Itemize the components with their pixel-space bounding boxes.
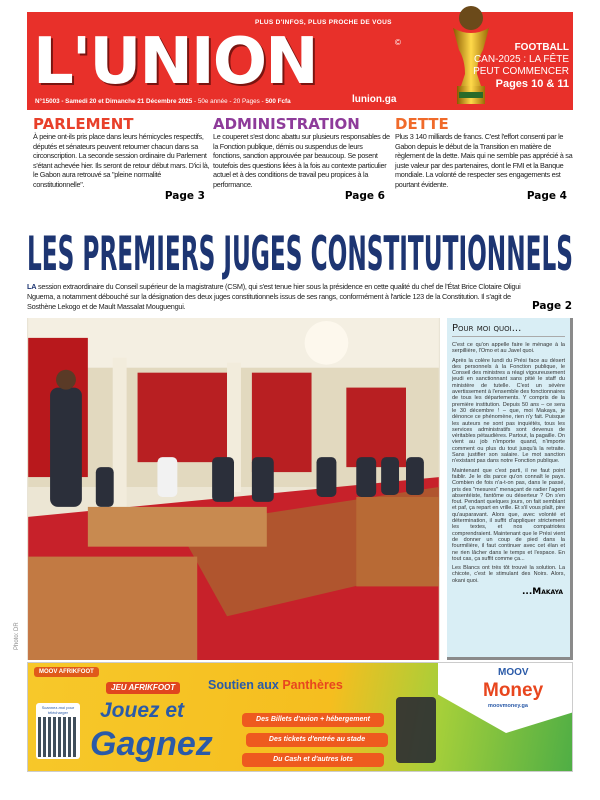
teaser-page: Page 6	[344, 189, 385, 202]
ad-game: JEU AFRIKFOOT	[106, 682, 180, 694]
column-paragraph: Les Blancs ont très tôt trouvé la solution. La chicote, c'est le stimulant des Noirs. Alors, okani quoi.	[452, 565, 565, 584]
teaser-parlement[interactable]	[33, 116, 211, 202]
money-site[interactable]: moovmoney.ga	[488, 703, 528, 709]
ad-headline-1: Jouez et	[100, 699, 185, 722]
editorial-column	[447, 318, 573, 660]
money-brand-2: Money	[483, 680, 544, 701]
teaser-text: Le couperet s'est donc abattu sur plusieurs responsables de la Fonction publique, démis ou suspendus de leurs fonctions, sanction approuvée par beaucoup. Se posent toutefois des questions liées à la fois au contexte particulier actuel et à des conditions de travail peu propices à la performance.	[213, 132, 390, 189]
teaser-page: Page 4	[526, 189, 567, 202]
ad-prize-3: Du Cash et d'autres lots	[242, 753, 384, 767]
issue-info	[35, 98, 291, 105]
teaser-title: PARLEMENT	[33, 115, 134, 133]
qr-icon	[38, 717, 78, 757]
column-paragraph: C'est ce qu'on appelle faire le ménage à la serpillière, l'Omo et au Javel quoi.	[452, 342, 565, 355]
photo-credit: Photo: DR	[14, 622, 20, 650]
teaser-text: À peine ont-ils pris place dans leurs hémicycles respectifs, députés et sénateurs peuvent retourner chacun dans sa circonscription. La seconde session ordinaire du Parlement s'étant achevée hier. Ils seront de retour début mars. D'ici là, le Gabon aura retrouvé sa "pleine normalité constitutionnelle".	[33, 132, 210, 189]
masthead	[27, 12, 573, 110]
promo-pages: Pages 10 & 11	[495, 78, 569, 90]
logo: L'UNION	[33, 25, 317, 99]
promo-text: CAN-2025 : LA FÊTE PEUT COMMENCER	[473, 54, 569, 77]
lede	[27, 282, 527, 312]
lede-text: session extraordinaire du Conseil supérieur de la magistrature (CSM), qui s'est tenue hier sous la présidence en cette qualité du chef de l'État Brice Clotaire Oligui Nguema, a notamment débouché sur la désignation des deux juges constitutionnels issus de ses rangs, conformément à l'article 123 de la Constitution. Il s'agit de Sosthène Lekogo et de Mault Massalat Mouguengui.	[27, 282, 521, 311]
ad-prize-2: Des tickets d'entrée au stade	[246, 733, 388, 747]
column-title: Pour moi quoi...	[452, 323, 565, 337]
ad-tagline-a: Soutien aux	[208, 678, 283, 692]
teaser-administration[interactable]	[213, 116, 391, 202]
teaser-title: ADMINISTRATION	[213, 115, 360, 133]
main-headline[interactable]	[27, 220, 573, 280]
issue-extra: - 50e année - 20 Pages -	[192, 98, 266, 105]
advertisement[interactable]	[27, 662, 573, 772]
lede-lead: LA	[27, 282, 37, 291]
teaser-dette[interactable]	[395, 116, 573, 202]
issue-number: N°15003 - Samedi 20 et Dimanche 21 Décembre 2025	[35, 98, 193, 105]
teaser-title: DETTE	[395, 115, 449, 133]
main-photo	[27, 318, 440, 660]
ad-brand: MOOV AFRIKFOOT	[34, 667, 99, 677]
column-paragraph: Après la colère lundi du Prési face au désert des personnels à la Fonction publique, le Conseil des ministres a réagi vigoureusement jeudi en sanctionnant sans pitié le staff du ministère de tutelle. C'est un sévère avertissement à l'ensemble des fonctionnaires de tous les départements. Y compris de la première institution. Depuis 50 ans – ce sera le 30 décembre ! – que, moi Makaya, je dénonce ce phénomène, rien n'y fait. Puisque les auteurs ne sont pas inquiétés, tous les services administratifs sont devenus de véritables pétaudières. Partout, la pagaille. On vient au job n'importe quand, n'importe comment ou plus du tout jusqu'à la retraite. Sans justifier son salaire. Le mot sanction n'existant pas dans notre Fonction publique.	[452, 357, 565, 465]
promo-section: FOOTBALL	[514, 42, 569, 53]
column-paragraph: Maintenant que c'est parti, il ne faut point faiblir. Je le dis parce qu'on connaît le pays. Combien de fois n'a-t-on pas, dans le passé, pris des "mesures" menaçant de radier l'agent absentéiste, fantôme ou déserteur ? On s'en fout. Pendant quelques jours, on fait semblant et paf, ça repart en vrille. Et s'il vous plaît, pire qu'auparavant. Alors que, avec volonté et détermination, il suffit d'appliquer strictement les textes, et nos compatriotes comprendraient. Maintenant que le Prési vient de donner un coup de pied dans la fourmilière, il faut continuer avec cet élan et ne rien lâcher dans le temps et l'espace. En tout cas, ça suffit comme ça...	[452, 467, 565, 562]
column-signature: ...Makaya	[522, 586, 563, 597]
ad-prize-1: Des Billets d'avion + hébergement	[242, 713, 384, 727]
teaser-page: Page 3	[164, 189, 205, 202]
money-brand-1: MOOV	[498, 667, 529, 678]
ad-tagline	[208, 678, 343, 693]
football-promo[interactable]	[453, 42, 569, 90]
tv-prize-icon	[396, 697, 436, 763]
main-headline-text: LES PREMIERS JUGES CONSTITUTIONNELS	[27, 227, 573, 280]
slogan: PLUS D'INFOS, PLUS PROCHE DE VOUS	[255, 19, 392, 26]
ad-headline-2: Gagnez	[90, 725, 213, 763]
qr-code[interactable]	[36, 703, 80, 759]
website[interactable]: lunion.ga	[352, 94, 397, 105]
copyright-mark: ©	[395, 38, 401, 47]
qr-label: Scannez-moi pour télécharger	[41, 705, 75, 715]
lede-page: Page 2	[532, 300, 573, 312]
teaser-text: Plus 3 140 milliards de francs. C'est l'effort consenti par le Gabon depuis le début de la Transition en matière de règlement de la dette. Mais qui ne semble pas apprécié à sa juste valeur par des partenaires, dont le FMI et la Banque mondiale. La volonté de respecter ses engagements est pourtant évidente.	[395, 132, 573, 189]
ad-tagline-b: Panthères	[282, 678, 343, 692]
price: 500 Fcfa	[265, 98, 291, 105]
